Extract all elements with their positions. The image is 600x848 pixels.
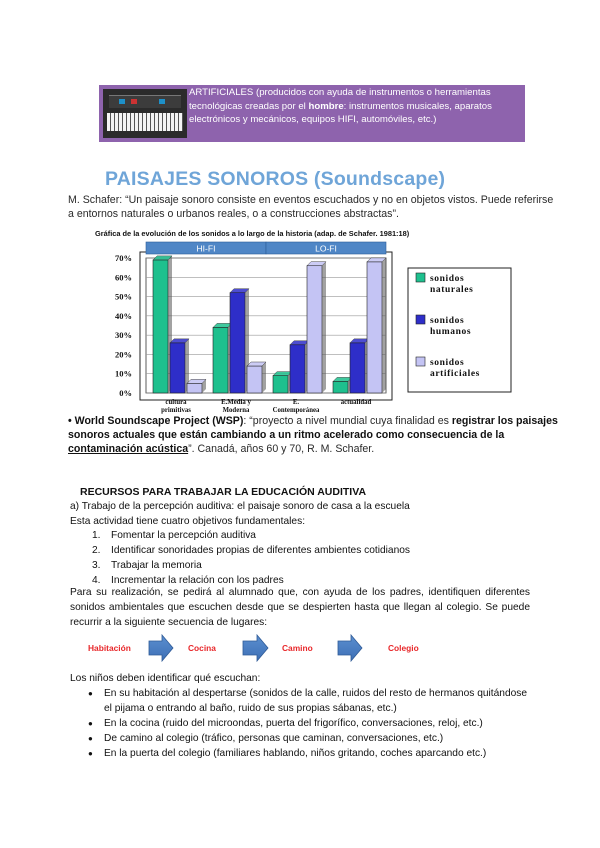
sequence-colegio: Colegio <box>388 643 419 653</box>
banner-text: ARTIFICIALES (producidos con ayuda de instrumentos o herramientas tecnológicas creadas por el hombre: instrumentos musicales, aparatos electrónicos y mecánicos, equipos HIFI, automóviles, etc.) <box>189 87 492 125</box>
sound-evolution-chart <box>0 0 600 420</box>
bar-side <box>262 362 266 393</box>
wsp-paragraph: • World Soundscape Project (WSP): “proyecto a nivel mundial cuya finalidad es registrar los paisajes sonoros actuales que están cambiando a un ritmo acelerado como consecuencia de la contaminación acústica”. Canadá, años 60 y 70, R. M. Schafer. <box>68 415 558 455</box>
legend-swatch <box>416 357 425 366</box>
arrow-right-icon <box>149 635 173 661</box>
legend-label: sonidos <box>430 274 465 284</box>
sequence-camino: Camino <box>282 643 313 653</box>
x-tick-label: E. <box>292 399 300 406</box>
x-tick-label: cultura <box>165 399 187 406</box>
list-item: ● En la puerta del colegio (familiares hablando, niños gritando, coches aparcando etc.) <box>88 746 530 761</box>
bar <box>273 376 288 393</box>
bar <box>290 345 305 393</box>
y-tick-label: 50% <box>115 291 132 302</box>
y-tick-label: 30% <box>115 330 132 341</box>
y-tick-label: 0% <box>119 388 132 398</box>
x-tick-label: primitivas <box>161 407 191 414</box>
arrow-right-icon <box>338 635 362 661</box>
bar <box>367 262 382 393</box>
y-tick-label: 40% <box>115 310 132 321</box>
objective-item: 1. Fomentar la percepción auditiva <box>92 530 256 541</box>
bar <box>153 260 168 393</box>
kids-title: Los niños deben identificar qué escuchan: <box>70 673 261 684</box>
legend-swatch <box>416 273 425 282</box>
legend-label: artificiales <box>430 369 480 379</box>
bar <box>333 381 348 393</box>
arrow-right-icon <box>243 635 268 661</box>
bar <box>307 266 322 393</box>
x-tick-label: E.Media y <box>221 399 251 406</box>
activity-paragraph: Para su realización, se pedirá al alumnado que, con ayuda de los padres, identifiquen diferentes sonidos ambientales que escuchen desde que se despierten hasta que llegan al colegio. Se puede recurrir a la siguiente secuencia de lugares: <box>70 587 530 628</box>
bar <box>213 327 228 393</box>
objectives-intro: Esta actividad tiene cuatro objetivos fundamentales: <box>70 516 306 527</box>
x-tick-label: Contemporánea <box>272 407 320 414</box>
y-tick-label: 20% <box>115 349 132 360</box>
legend-label: humanos <box>430 327 472 337</box>
legend-label: sonidos <box>430 358 465 368</box>
band-label: HI-FI <box>196 243 216 254</box>
bar <box>230 293 245 393</box>
list-item: ● De camino al colegio (tráfico, personas que caminan, conversaciones, etc.) <box>88 731 530 746</box>
sequence-habitacion: Habitación <box>88 643 131 653</box>
sequence-cocina: Cocina <box>188 643 216 653</box>
bar-side <box>382 258 386 393</box>
item-a: a) Trabajo de la percepción auditiva: el paisaje sonoro de casa a la escuela <box>70 501 410 512</box>
y-tick-label: 60% <box>115 272 132 283</box>
objectives-list <box>92 528 410 588</box>
legend-label: naturales <box>430 285 474 295</box>
y-tick-label: 70% <box>115 253 132 263</box>
objective-item: 2. Identificar sonoridades propias de diferentes ambientes cotidianos <box>92 545 411 556</box>
x-tick-label: actualidad <box>340 399 372 406</box>
y-tick-label: 10% <box>115 368 132 379</box>
legend-swatch <box>416 315 425 324</box>
objective-item: 3. Trabajar la memoria <box>92 560 202 571</box>
bar <box>187 383 202 393</box>
legend-label: sonidos <box>430 316 465 326</box>
section-title: RECURSOS PARA TRABAJAR LA EDUCACIÓN AUDITIVA <box>80 486 367 498</box>
list-item: ● En su habitación al despertarse (sonidos de la calle, ruidos del resto de hermanos quitándose el pijama o entrando al baño, ruido de sus propias sábanas, etc.) <box>88 686 530 716</box>
page-title: PAISAJES SONOROS (Soundscape) <box>105 168 446 190</box>
list-item: ● En la cocina (ruido del microondas, puerta del frigorífico, conversaciones, reloj, etc.) <box>88 716 530 731</box>
bar <box>350 343 365 393</box>
objective-item: 4. Incrementar la relación con los padres <box>92 575 284 586</box>
band-label: LO-FI <box>315 243 337 254</box>
bar <box>170 343 185 393</box>
x-tick-label: Moderna <box>222 407 250 414</box>
bar <box>247 366 262 393</box>
bar-side <box>322 262 326 393</box>
schafer-quote: M. Schafer: “Un paisaje sonoro consiste en eventos escuchados y no en objetos vistos. Puede referirse a entornos naturales o urbanos reales, o a construcciones abstractas”. <box>68 194 554 220</box>
bullet-list <box>88 686 530 761</box>
chart-title: Gráfica de la evolución de los sonidos a lo largo de la historia (adap. de Schafer. 1981:18) <box>95 229 410 238</box>
